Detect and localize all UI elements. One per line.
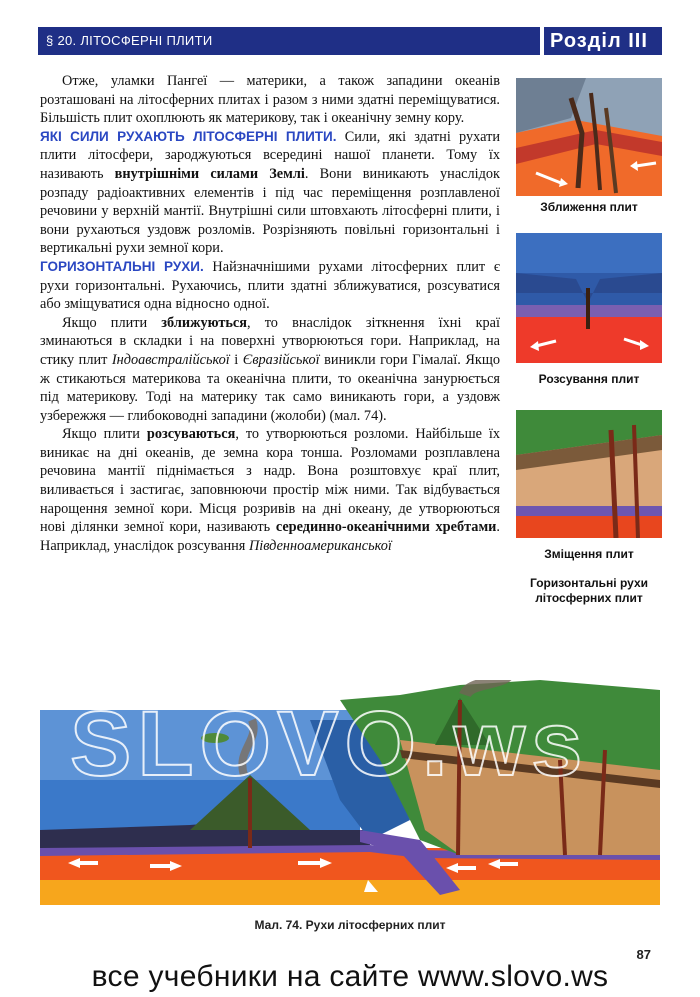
paragraph-3-text: Найзначнішими рухами літосферних плит є рухи горизонтальні. Рухаючись, плити здатні зближуватися, розсуватися або зміщуватися одна відносно одної. [40,258,500,313]
paragraph-2-text-a: Сили, які здатні рухати плити літосфери, зароджуються всередині нашої планети. Тому їх називають [40,128,500,182]
term-diverge: розсуваються [146,426,236,443]
plate-name-southamerican: Південноамериканської [248,537,392,554]
paragraph-4-text-a: Якщо плити [62,314,162,331]
paragraph-5-text-c: . Наприклад, унаслідок розсування [40,519,500,554]
divergence-illustration [516,233,662,363]
paragraph-2-text-b: . Вони виникають унаслідок розпаду радіоактивних елементів і під час переміщення розплавленої речовини у верхній мантії. Внутрішні сили штовхають літосферні плити, і вони рухаються уздовж розломів. Розрізняють повільні горизонтальні і вертикальні рухи земної кори. [40,165,500,257]
section-title: § 20. ЛІТОСФЕРНІ ПЛИТИ [46,33,213,48]
paragraph-4-text-b: , то внаслідок зіткнення їхні краї зминаються в складки і на поверхні утворюються гори. Наприклад, на стику плит [40,314,500,368]
caption-divergence: Розсування плит [538,372,640,386]
watermark [70,692,588,797]
paragraph-4-text-c: і [229,351,243,368]
paragraph-5-text-b: , то утворюються розломи. Найбільше їх виникає на дні океанів, де земна кора тонша. Розломами розплавлена речовина мантії піднімається з надр. Вона розштовхує краї плит, виливається і застигає, заповнюючи простір між ними. Так відбувається нарощення земної кори. Місця розривів на дні океану, де утворюються нові ділянки земної кори, називають [40,426,500,536]
site-footer: все учебники на сайте www.slovo.ws [91,960,609,993]
caption-convergence: Зближення плит [540,200,638,214]
main-text [40,72,500,555]
paragraph-4-text-d: виникли гори Гімалаї. Якщо ж стикаються материкова та океанічна плити, то океанічна занурюється під материкову. Тоді на материку так само виникають гори, а уздовж узбережжя — глибоководні западини (жолоби) (мал. 74). [40,351,500,424]
figure-caption: Мал. 74. Рухи літосферних плит [254,918,446,932]
plate-name-indoaustralian: Індоавстралійської [111,351,230,368]
heading-horizontal: ГОРИЗОНТАЛЬНІ РУХИ. [40,258,204,274]
heading-forces: ЯКІ СИЛИ РУХАЮТЬ ЛІТОСФЕРНІ ПЛИТИ. [40,128,337,144]
term-converge: зближуються [161,314,248,331]
plate-name-eurasian: Євразійської [242,351,320,368]
header-separator [540,27,544,55]
transform-illustration [516,410,662,538]
paragraph-5 [40,425,500,555]
paragraph-4 [40,314,500,426]
page-number: 87 [636,947,651,962]
paragraph-1: Отже, уламки Пангеї — материки, а також западини океанів розташовані на літосферних плитах і разом з ними здатні переміщуватися. Більшість плит охоплюють як материкову, так і океанічну земну кору. [40,73,500,127]
caption-horizontal-movements: Горизонтальні рухи літосферних плит [530,576,648,605]
paragraph-5-text-a: Якщо плити [62,426,147,443]
convergence-illustration [516,78,662,196]
term-internal-forces: внутрішніми силами Землі [114,165,305,182]
chapter-label: Розділ III [550,30,648,52]
paragraph-2 [40,128,500,258]
caption-transform: Зміщення плит [544,547,634,561]
term-mid-ocean-ridges: серединно-океанічними хребтами [275,519,497,536]
paragraph-3 [40,258,500,314]
watermark-text: SLOVO.ws [70,693,589,795]
